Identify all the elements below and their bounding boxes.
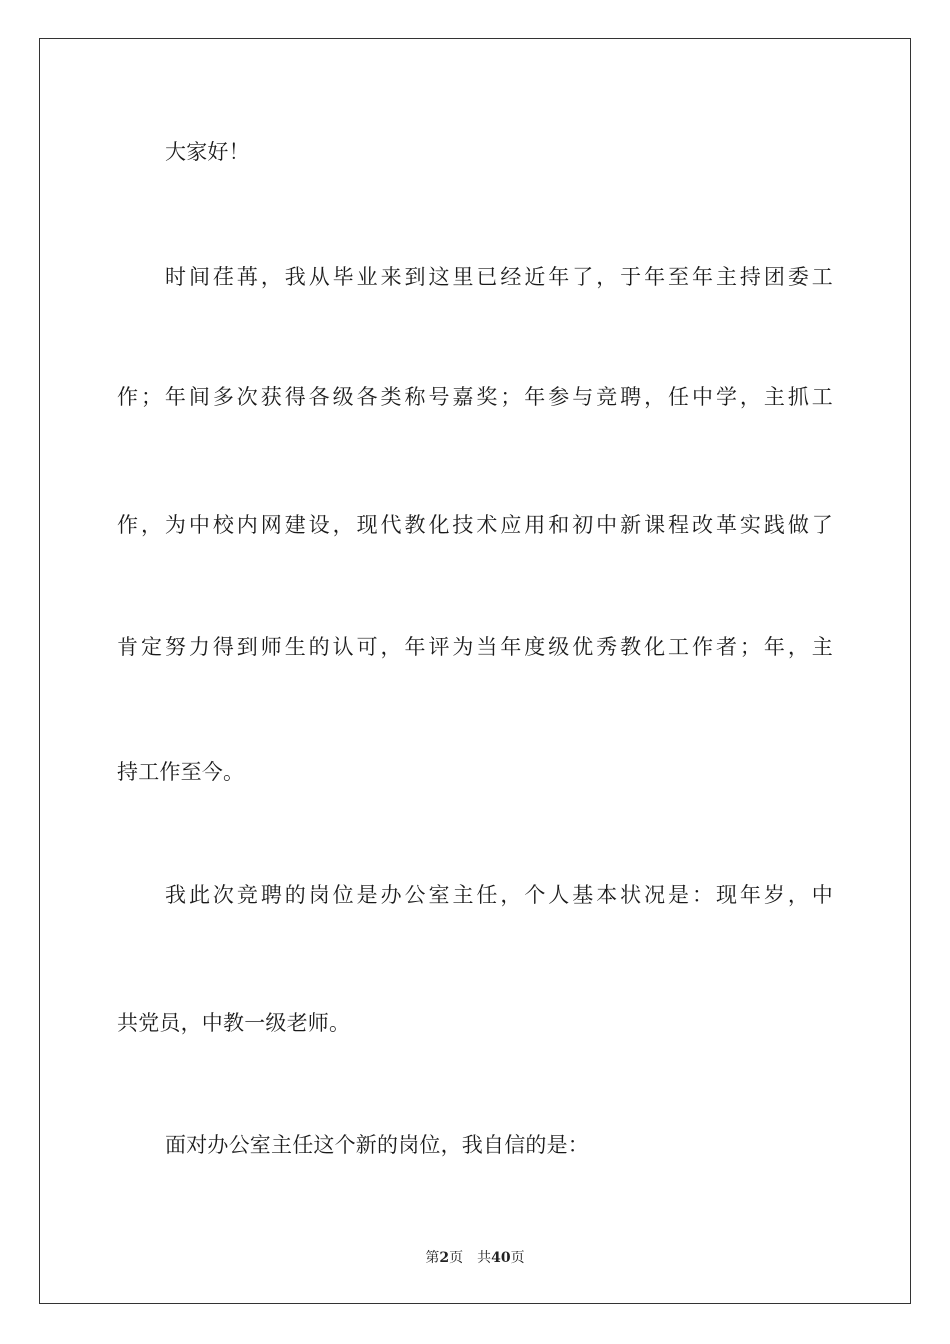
paragraph-1-line-5: 持工作至今。	[117, 760, 245, 784]
paragraph-2-line-1: 我此次竞聘的岗位是办公室主任，个人基本状况是：现年岁，中	[165, 883, 833, 907]
paragraph-1-line-1: 时间荏苒，我从毕业来到这里已经近年了，于年至年主持团委工	[165, 265, 833, 289]
paragraph-2-line-2: 共党员，中教一级老师。	[117, 1011, 351, 1035]
page-border	[39, 38, 911, 1304]
total-prefix: 共	[477, 1250, 492, 1266]
paragraph-3-line-1: 面对办公室主任这个新的岗位，我自信的是：	[165, 1133, 589, 1157]
page-footer	[0, 1249, 950, 1267]
paragraph-1-line-3: 作，为中校内网建设，现代教化技术应用和初中新课程改革实践做了	[117, 513, 833, 537]
page-prefix: 第	[425, 1250, 440, 1266]
paragraph-1-line-4: 肯定努力得到师生的认可，年评为当年度级优秀教化工作者；年，主	[117, 635, 833, 659]
paragraph-1-line-2: 作；年间多次获得各级各类称号嘉奖；年参与竞聘，任中学，主抓工	[117, 385, 833, 409]
total-suffix: 页	[510, 1250, 525, 1266]
greeting-line: 大家好！	[165, 140, 250, 164]
page-suffix: 页	[449, 1250, 464, 1266]
page-number: 2	[439, 1250, 450, 1266]
total-pages: 40	[491, 1250, 511, 1266]
